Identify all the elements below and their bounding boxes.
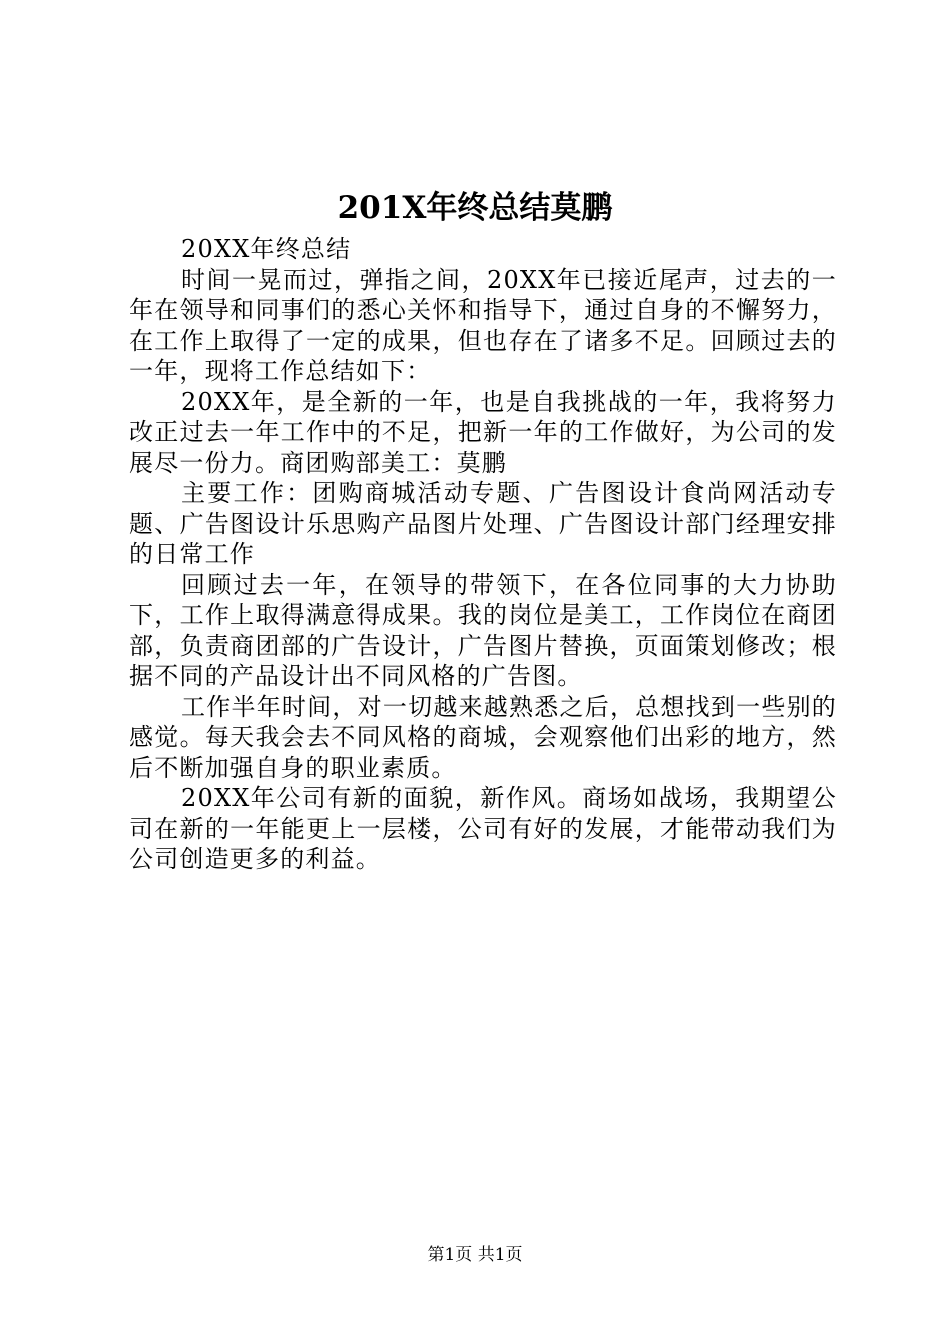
paragraph-intro: 时间一晃而过，弹指之间，20XX年已接近尾声，过去的一年在领导和同事们的悉心关怀和指导下，通过自身的不懈努力，在工作上取得了一定的成果，但也存在了诸多不足。回顾过去的一年，现将工作总结如下： <box>129 265 837 385</box>
paragraph-heading: 20XX年终总结 <box>181 235 352 263</box>
document-body <box>129 234 837 875</box>
paragraph-review: 回顾过去一年，在领导的带领下，在各位同事的大力协助下，工作上取得满意得成果。我的岗位是美工，工作岗位在商团部，负责商团部的广告设计，广告图片替换，页面策划修改；根据不同的产品设计出不同风格的广告图。 <box>129 570 837 690</box>
page-footer: 第1页 共1页 <box>427 1245 523 1265</box>
paragraph-half-year: 工作半年时间，对一切越来越熟悉之后，总想找到一些别的感觉。每天我会去不同风格的商城，会观察他们出彩的地方，然后不断加强自身的职业素质。 <box>129 692 837 782</box>
document-title: 201X年终总结莫鹏 <box>337 190 613 226</box>
paragraph-main-work: 主要工作：团购商城活动专题、广告图设计食尚网活动专题、广告图设计乐思购产品图片处理、广告图设计部门经理安排的日常工作 <box>129 479 837 568</box>
paragraph-new-year: 20XX年，是全新的一年，也是自我挑战的一年，我将努力改正过去一年工作中的不足，把新一年的工作做好，为公司的发展尽一份力。商团购部美工：莫鹏 <box>129 387 837 477</box>
paragraph-outlook: 20XX年公司有新的面貌，新作风。商场如战场，我期望公司在新的一年能更上一层楼，公司有好的发展，才能带动我们为公司创造更多的利益。 <box>129 784 837 873</box>
